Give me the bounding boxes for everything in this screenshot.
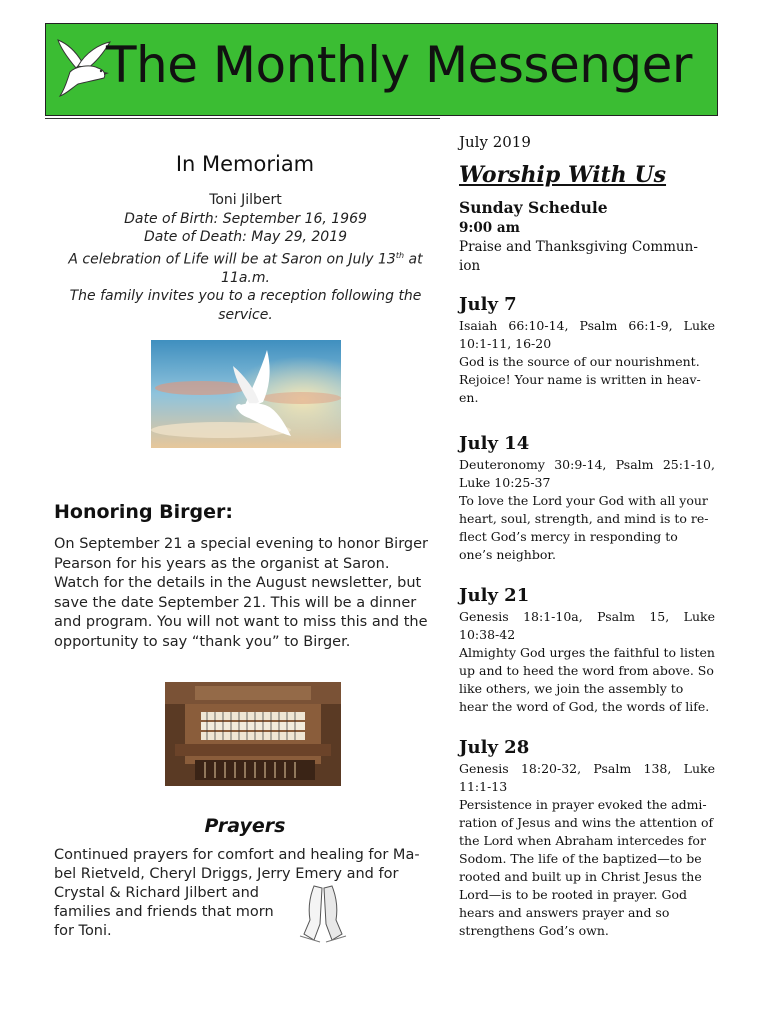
week-date: July 21 — [459, 585, 530, 606]
praying-hands-icon — [290, 880, 356, 944]
masthead — [45, 23, 718, 116]
prayers-line: for Toni. — [54, 923, 112, 939]
prayers-line: Crystal & Richard Jilbert and — [54, 885, 260, 901]
week-date: July 28 — [459, 737, 530, 758]
week-block — [459, 293, 715, 407]
memoriam-birth: Date of Birth: September 16, 1969 — [124, 210, 367, 227]
honoring-text: On September 21 a special evening to honor Birger Pearson for his years as the organist at Saron. Watch for the details in the August newsletter, but save the date September 21. This will be a dinner and program. You will not want to miss this and the opportunity to say “thank you” to Birger. — [54, 536, 428, 650]
issue-month: July 2019 — [459, 133, 531, 151]
week-date: July 7 — [459, 294, 517, 315]
dove-icon — [56, 38, 112, 100]
header-divider — [45, 118, 440, 119]
week-block — [459, 584, 715, 716]
memoriam-details — [52, 191, 439, 324]
week-readings: Isaiah 66:10-14, Psalm 66:1-9, Luke 10:1-11, 16-20 — [459, 318, 715, 351]
memoriam-celebration: A celebration of Life will be at Saron on July 13th at 11a.m. — [68, 250, 423, 286]
dove-sky-photo — [151, 340, 341, 448]
week-readings: Genesis 18:1-10a, Psalm 15, Luke 10:38-42 — [459, 609, 715, 642]
prayers-line: families and friends that morn — [54, 904, 274, 920]
prayers-heading: Prayers — [204, 815, 286, 837]
newsletter-title: The Monthly Messenger — [106, 36, 692, 94]
honoring-heading: Honoring Birger: — [54, 501, 233, 523]
prayers-line: Continued prayers for comfort and healing for Ma- — [54, 847, 420, 863]
week-reflection: To love the Lord your God with all your heart, soul, strength, and mind is to re-flect God’s mercy in responding to one’s neighbor. — [459, 493, 709, 562]
service-name: Praise and Thanksgiving Commun-ion — [459, 239, 698, 274]
prayers-line: bel Rietveld, Cheryl Driggs, Jerry Emery and for — [54, 866, 399, 882]
memoriam-heading: In Memoriam — [175, 152, 315, 176]
memoriam-reception: The family invites you to a reception following the service. — [69, 288, 422, 323]
service-time: 9:00 am — [459, 220, 520, 236]
organ-photo — [165, 682, 341, 786]
memoriam-death: Date of Death: May 29, 2019 — [143, 229, 348, 245]
week-block — [459, 736, 715, 940]
week-reflection: God is the source of our nourishment. Rejoice! Your name is written in heav-en. — [459, 354, 701, 405]
memoriam-name: Toni Jilbert — [209, 192, 282, 208]
prayers-text — [54, 846, 420, 941]
week-readings: Deuteronomy 30:9-14, Psalm 25:1-10, Luke 10:25-37 — [459, 457, 715, 490]
schedule-heading: Sunday Schedule — [459, 198, 608, 217]
week-block — [459, 432, 715, 564]
week-reflection: Almighty God urges the faithful to listen up and to heed the word from above. So like others, we join the assembly to hear the word of God, the words of life. — [459, 645, 715, 714]
worship-heading: Worship With Us — [459, 162, 667, 188]
week-reflection: Persistence in prayer evoked the admi-ration of Jesus and wins the attention of the Lord when Abraham intercedes for Sodom. The life of the baptized—to be rooted and built up in Christ Jesus the Lord—is to be rooted in prayer. God hears and answers prayer and so strengthens God’s own. — [459, 797, 714, 938]
week-readings: Genesis 18:20-32, Psalm 138, Luke 11:1-13 — [459, 761, 715, 794]
week-date: July 14 — [459, 433, 530, 454]
